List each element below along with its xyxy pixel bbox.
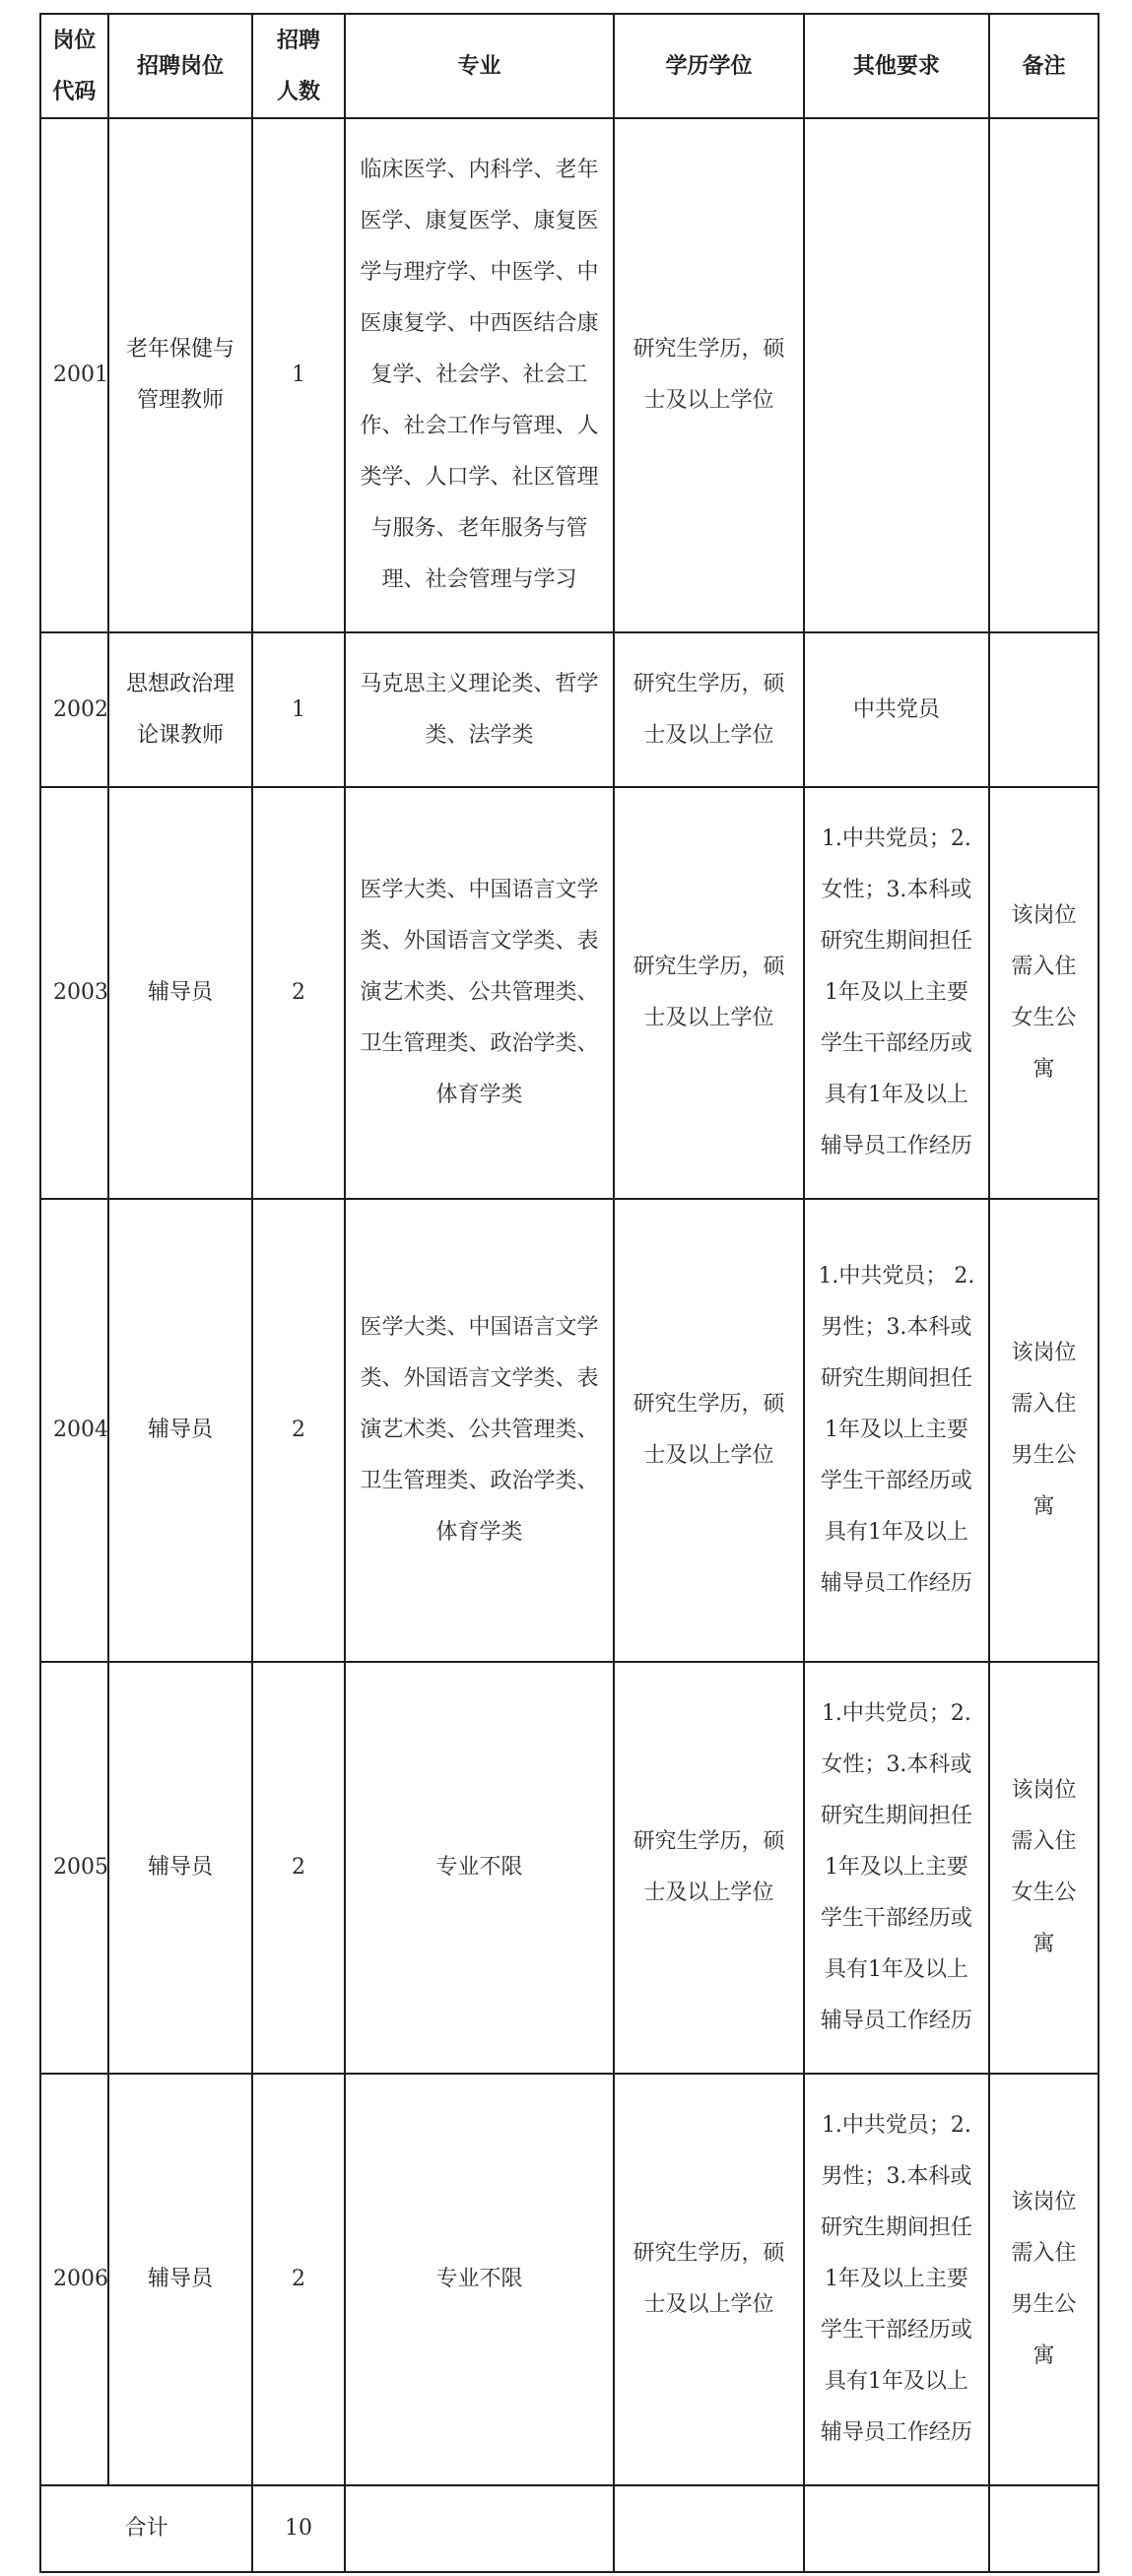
header-row	[40, 14, 1099, 118]
cell-count: 2	[252, 1662, 345, 2074]
cell-note: 该岗位需入住男生公寓	[989, 2074, 1099, 2485]
header-note: 备注	[989, 14, 1099, 118]
cell-position: 辅导员	[108, 2074, 252, 2485]
total-label: 合计	[40, 2485, 252, 2572]
total-count: 10	[252, 2485, 345, 2572]
cell-major: 专业不限	[345, 1662, 614, 2074]
cell-count: 2	[252, 2074, 345, 2485]
recruitment-table	[39, 13, 1099, 2573]
cell-other: 1.中共党员；2.女性；3.本科或研究生期间担任1年及以上主要学生干部经历或具有1年及以上辅导员工作经历	[804, 787, 989, 1199]
cell-code: 2002	[40, 632, 108, 787]
cell-note: 该岗位需入住男生公寓	[989, 1199, 1099, 1662]
cell-other	[804, 118, 989, 632]
total-empty-other	[804, 2485, 989, 2572]
table-row	[40, 2074, 1099, 2485]
total-empty-major	[345, 2485, 614, 2572]
cell-education: 研究生学历，硕士及以上学位	[614, 2074, 804, 2485]
table-row	[40, 787, 1099, 1199]
cell-count: 1	[252, 118, 345, 632]
cell-count: 2	[252, 787, 345, 1199]
header-count: 招聘人数	[252, 14, 345, 118]
cell-other: 1.中共党员；2.男性；3.本科或研究生期间担任1年及以上主要学生干部经历或具有1年及以上辅导员工作经历	[804, 2074, 989, 2485]
header-other: 其他要求	[804, 14, 989, 118]
cell-major: 专业不限	[345, 2074, 614, 2485]
cell-position: 辅导员	[108, 1662, 252, 2074]
cell-education: 研究生学历，硕士及以上学位	[614, 632, 804, 787]
cell-note	[989, 632, 1099, 787]
total-row	[40, 2485, 1099, 2572]
cell-major: 临床医学、内科学、老年医学、康复医学、康复医学与理疗学、中医学、中医康复学、中西医结合康复学、社会学、社会工作、社会工作与管理、人类学、人口学、社区管理与服务、老年服务与管理、社会管理与学习	[345, 118, 614, 632]
cell-count: 1	[252, 632, 345, 787]
cell-code: 2005	[40, 1662, 108, 2074]
header-education: 学历学位	[614, 14, 804, 118]
table-row	[40, 632, 1099, 787]
header-position: 招聘岗位	[108, 14, 252, 118]
cell-position: 思想政治理论课教师	[108, 632, 252, 787]
cell-other: 1.中共党员；2.女性；3.本科或研究生期间担任1年及以上主要学生干部经历或具有1年及以上辅导员工作经历	[804, 1662, 989, 2074]
total-empty-education	[614, 2485, 804, 2572]
cell-code: 2001	[40, 118, 108, 632]
cell-note	[989, 118, 1099, 632]
header-major: 专业	[345, 14, 614, 118]
cell-education: 研究生学历，硕士及以上学位	[614, 787, 804, 1199]
header-code: 岗位代码	[40, 14, 108, 118]
cell-code: 2006	[40, 2074, 108, 2485]
cell-education: 研究生学历，硕士及以上学位	[614, 1662, 804, 2074]
cell-code: 2003	[40, 787, 108, 1199]
cell-education: 研究生学历，硕士及以上学位	[614, 1199, 804, 1662]
cell-education: 研究生学历，硕士及以上学位	[614, 118, 804, 632]
table-row	[40, 1662, 1099, 2074]
cell-count: 2	[252, 1199, 345, 1662]
cell-major: 医学大类、中国语言文学类、外国语言文学类、表演艺术类、公共管理类、卫生管理类、政治学类、体育学类	[345, 1199, 614, 1662]
cell-code: 2004	[40, 1199, 108, 1662]
cell-major: 医学大类、中国语言文学类、外国语言文学类、表演艺术类、公共管理类、卫生管理类、政治学类、体育学类	[345, 787, 614, 1199]
total-empty-note	[989, 2485, 1099, 2572]
table-row	[40, 1199, 1099, 1662]
cell-note: 该岗位需入住女生公寓	[989, 787, 1099, 1199]
cell-other: 中共党员	[804, 632, 989, 787]
cell-position: 辅导员	[108, 787, 252, 1199]
cell-major: 马克思主义理论类、哲学类、法学类	[345, 632, 614, 787]
table-row	[40, 118, 1099, 632]
cell-note: 该岗位需入住女生公寓	[989, 1662, 1099, 2074]
cell-position: 老年保健与管理教师	[108, 118, 252, 632]
cell-other: 1.中共党员； 2.男性；3.本科或研究生期间担任1年及以上主要学生干部经历或具有1年及以上辅导员工作经历	[804, 1199, 989, 1662]
cell-position: 辅导员	[108, 1199, 252, 1662]
